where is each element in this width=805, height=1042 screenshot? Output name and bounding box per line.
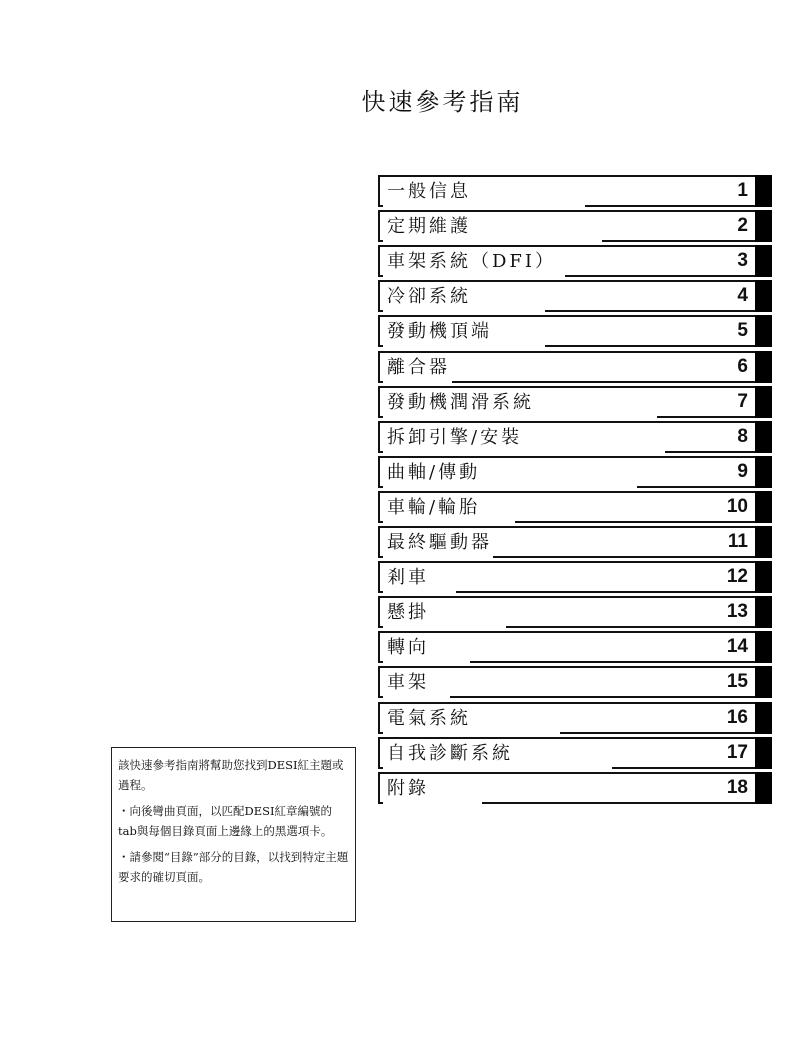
section-tab-1[interactable] — [378, 175, 772, 207]
divider — [665, 451, 755, 453]
section-tab-14[interactable] — [378, 631, 772, 663]
black-tab-marker — [755, 666, 772, 698]
divider — [378, 737, 380, 769]
divider — [378, 556, 383, 558]
divider — [378, 486, 383, 488]
section-label: 剎車 — [387, 567, 429, 589]
section-label: 車架 — [387, 672, 429, 694]
divider — [378, 767, 383, 769]
divider — [545, 345, 755, 347]
divider — [378, 521, 383, 523]
divider — [637, 486, 755, 488]
divider — [378, 696, 383, 698]
section-label: 懸掛 — [387, 602, 429, 624]
section-tab-11[interactable] — [378, 526, 772, 558]
divider — [378, 626, 383, 628]
section-number: 2 — [737, 215, 748, 237]
black-tab-marker — [755, 772, 772, 804]
divider — [378, 702, 380, 734]
section-number: 14 — [726, 636, 748, 658]
note-paragraph: ・請參閱“目錄”部分的目錄，以找到特定主題要求的確切頁面。 — [118, 850, 349, 884]
divider — [378, 596, 380, 628]
divider — [378, 666, 755, 668]
black-tab-marker — [755, 561, 772, 593]
black-tab-marker — [755, 421, 772, 453]
black-tab-marker — [755, 526, 772, 558]
section-number: 17 — [726, 741, 748, 763]
divider — [378, 275, 383, 277]
section-label: 電氣系統 — [387, 707, 471, 729]
section-tab-18[interactable] — [378, 772, 772, 804]
divider — [378, 491, 380, 523]
section-number: 6 — [737, 355, 748, 377]
divider — [378, 345, 383, 347]
divider — [378, 175, 380, 207]
section-tab-8[interactable] — [378, 421, 772, 453]
section-tab-7[interactable] — [378, 386, 772, 418]
section-number: 7 — [737, 390, 748, 412]
divider — [470, 661, 755, 663]
section-label: 發動機潤滑系統 — [387, 391, 534, 413]
section-label: 一般信息 — [387, 181, 471, 202]
divider — [545, 310, 755, 312]
section-tab-12[interactable] — [378, 561, 772, 593]
divider — [493, 556, 755, 558]
section-tab-2[interactable] — [378, 210, 772, 242]
section-label: 附錄 — [387, 777, 429, 799]
note-paragraph: 該快速參考指南將幫助您找到DESI紅主題或過程。 — [118, 758, 344, 792]
instruction-box — [111, 747, 356, 922]
black-tab-marker — [755, 386, 772, 418]
divider — [378, 591, 383, 593]
divider — [452, 381, 755, 383]
divider — [378, 772, 380, 804]
black-tab-marker — [755, 491, 772, 523]
section-number: 9 — [737, 460, 748, 482]
section-tab-9[interactable] — [378, 456, 772, 488]
divider — [378, 240, 383, 242]
divider — [585, 205, 755, 207]
section-label: 離合器 — [387, 356, 450, 378]
divider — [378, 666, 380, 698]
divider — [378, 210, 380, 242]
black-tab-marker — [755, 175, 772, 207]
section-label: 冷卻系統 — [387, 286, 471, 308]
divider — [378, 661, 383, 663]
section-label: 轉向 — [387, 637, 429, 659]
black-tab-marker — [755, 280, 772, 312]
section-tab-15[interactable] — [378, 666, 772, 698]
section-label: 車架系統（DFI） — [387, 251, 557, 273]
divider — [378, 310, 383, 312]
section-tab-17[interactable] — [378, 737, 772, 769]
black-tab-marker — [755, 210, 772, 242]
section-number: 1 — [737, 180, 748, 201]
divider — [378, 526, 380, 558]
black-tab-marker — [755, 315, 772, 347]
divider — [612, 767, 755, 769]
section-number: 12 — [726, 566, 748, 588]
divider — [560, 732, 755, 734]
black-tab-marker — [755, 245, 772, 277]
divider — [378, 386, 380, 418]
divider — [378, 631, 755, 633]
section-number: 3 — [737, 250, 748, 272]
black-tab-marker — [755, 456, 772, 488]
black-tab-marker — [755, 351, 772, 383]
section-number: 10 — [726, 495, 748, 517]
section-tab-16[interactable] — [378, 702, 772, 734]
black-tab-marker — [755, 702, 772, 734]
divider — [378, 245, 380, 277]
divider — [506, 626, 755, 628]
divider — [482, 802, 755, 804]
divider — [378, 561, 380, 593]
section-label: 拆卸引擎/安裝 — [387, 426, 523, 448]
section-tab-5[interactable] — [378, 315, 772, 347]
divider — [378, 802, 383, 804]
section-number: 5 — [737, 320, 748, 342]
divider — [378, 205, 383, 207]
divider — [378, 416, 383, 418]
section-label: 自我診斷系統 — [387, 742, 513, 764]
divider — [378, 351, 380, 383]
divider — [378, 772, 755, 774]
black-tab-marker — [755, 631, 772, 663]
section-tab-4[interactable] — [378, 280, 772, 312]
divider — [456, 591, 755, 593]
divider — [602, 240, 755, 242]
section-number: 11 — [727, 531, 748, 552]
black-tab-marker — [755, 596, 772, 628]
note-paragraph: ・向後彎曲頁面，以匹配DESI紅章編號的tab與每個目錄頁面上邊緣上的黑選項卡。 — [118, 804, 333, 838]
divider — [657, 416, 755, 418]
section-tab-13[interactable] — [378, 596, 772, 628]
section-label: 曲軸/傳動 — [387, 461, 481, 483]
page-title: 快速參考指南 — [361, 88, 524, 116]
section-label: 車輪/輪胎 — [387, 496, 481, 518]
section-number: 15 — [726, 671, 748, 693]
section-number: 18 — [726, 776, 748, 798]
section-number: 4 — [737, 285, 748, 307]
section-number: 16 — [726, 706, 748, 728]
black-tab-marker — [755, 737, 772, 769]
section-tab-6[interactable] — [378, 351, 772, 383]
section-label: 最終驅動器 — [387, 532, 492, 553]
divider — [450, 696, 755, 698]
divider — [378, 596, 755, 598]
divider — [378, 456, 380, 488]
divider — [515, 521, 755, 523]
divider — [378, 561, 755, 563]
section-label: 定期維護 — [387, 216, 471, 238]
divider — [378, 631, 380, 663]
divider — [378, 381, 383, 383]
divider — [378, 280, 380, 312]
divider — [565, 275, 755, 277]
section-tab-3[interactable] — [378, 245, 772, 277]
section-tab-10[interactable] — [378, 491, 772, 523]
divider — [378, 451, 383, 453]
divider — [378, 421, 380, 453]
section-number: 13 — [726, 601, 748, 623]
section-label: 發動機頂端 — [387, 321, 492, 343]
section-number: 8 — [737, 425, 748, 447]
divider — [378, 732, 383, 734]
divider — [378, 315, 380, 347]
